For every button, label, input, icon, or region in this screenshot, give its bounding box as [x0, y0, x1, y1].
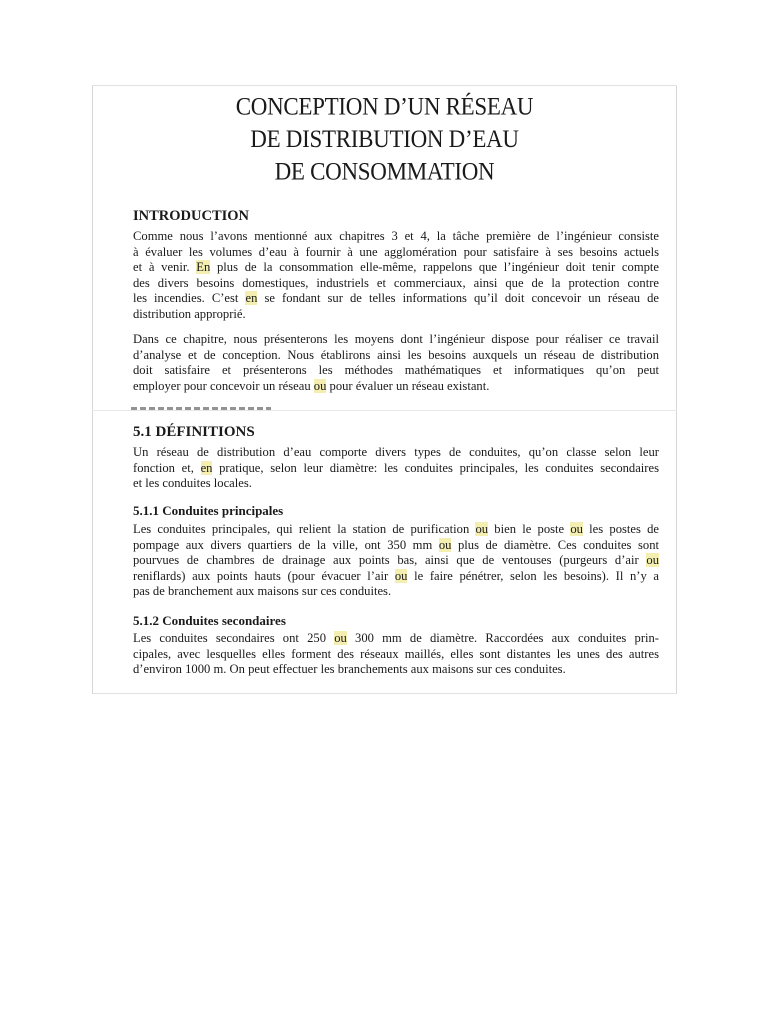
paragraph-line [133, 662, 659, 678]
text-segment: d’environ 1000 m. On peut effectuer les branchements aux maisons sur ces conduites. [133, 662, 566, 676]
introduction-paragraph-2 [133, 332, 659, 394]
text-segment: se fondant sur de telles informations qu’il doit concevoir un réseau de [257, 291, 659, 305]
highlighted-word: ou [394, 568, 408, 583]
paragraph-line [133, 522, 659, 538]
text-segment: des divers besoins domestiques, industriels et commerciaux, ainsi que de la protection contre [133, 275, 659, 290]
title-line: CONCEPTION D’UN RÉSEAU [235, 92, 534, 121]
text-segment: employer pour concevoir un réseau [133, 378, 314, 393]
paragraph-line [133, 647, 659, 663]
text-segment: 300 mm de diamètre. Raccordées aux conduites prin- [346, 631, 659, 645]
text-segment: d’analyse et de conception. Nous établirons ainsi les besoins auxquels un réseau de distribution [133, 347, 659, 362]
definitions-heading: 5.1 DÉFINITIONS [133, 424, 255, 440]
paragraph-line [133, 476, 659, 492]
text-segment: le faire pénétrer, selon les besoins). Il n’y a [407, 568, 659, 583]
text-segment: plus de diamètre. Ces conduites sont [451, 537, 660, 552]
text-segment: pour évaluer un réseau existant. [326, 378, 490, 393]
text-segment: et à venir. [133, 260, 197, 274]
highlighted-word: ou [570, 522, 583, 536]
text-segment: les postes de [582, 522, 659, 536]
text-segment: plus de la consommation elle-même, rappelons que l’ingénieur doit tenir compte [210, 260, 659, 274]
paragraph-line [133, 245, 659, 261]
text-segment: Les conduites principales, qui relient la station de purification [133, 522, 476, 536]
highlighted-word: ou [438, 537, 452, 552]
paragraph-line [133, 553, 659, 569]
text-segment: Comme nous l’avons mentionné aux chapitres 3 et 4, la tâche première de l’ingénieur consiste [133, 229, 659, 243]
highlighted-word: ou [313, 378, 327, 393]
text-segment: pompage aux divers quartiers de la ville, ont 350 mm [133, 537, 439, 552]
paragraph-line [133, 348, 659, 364]
paragraph-line [133, 584, 659, 600]
text-segment: pratique, selon leur diamètre: les conduites principales, les conduites secondaires [212, 460, 659, 475]
highlighted-word: ou [334, 631, 347, 645]
definitions-paragraph [133, 445, 659, 492]
conduites-principales-paragraph [133, 522, 659, 600]
paragraph-line [133, 631, 659, 647]
paragraph-line [133, 379, 659, 395]
text-segment: pourvues de chambres de drainage aux points bas, ainsi que de ventouses (purgeurs d’air [133, 553, 647, 567]
text-segment: distribution approprié. [133, 306, 246, 321]
document-title [93, 90, 676, 187]
paragraph-line [133, 332, 659, 348]
highlighted-word: en [200, 460, 213, 475]
highlighted-word: En [196, 260, 211, 274]
text-segment: reniflards) aux points hauts (pour évacuer l’air [133, 568, 395, 583]
text-segment: bien le poste [488, 522, 571, 536]
paragraph-line [133, 569, 659, 585]
paragraph-line [133, 229, 659, 245]
title-line: DE CONSOMMATION [274, 157, 495, 186]
introduction-paragraph-1 [133, 229, 659, 322]
paragraph-line [133, 307, 659, 323]
paragraph-line [133, 461, 659, 477]
text-segment: cipales, avec lesquelles elles forment des réseaux maillés, elles sont distantes les unes des autres [133, 646, 659, 661]
text-segment: pas de branchement aux maisons sur ces conduites. [133, 584, 392, 598]
paragraph-line [133, 260, 659, 276]
text-segment: doit satisfaire et présenterons les méthodes mathématiques et informatiques qu’on peut [133, 363, 659, 377]
conduites-secondaires-paragraph [133, 631, 659, 678]
text-segment: fonction et, [133, 460, 201, 475]
highlighted-word: ou [475, 522, 489, 536]
highlighted-word: en [245, 291, 258, 305]
paragraph-line [133, 276, 659, 292]
paragraph-line [133, 363, 659, 379]
text-segment: à évaluer les volumes d’eau à fournir à une agglomération pour satisfaire à ses besoins actuels [133, 244, 659, 259]
conduites-principales-heading: 5.1.1 Conduites principales [133, 503, 284, 518]
text-segment: et les conduites locales. [133, 476, 252, 490]
text-segment: Les conduites secondaires ont 250 [133, 631, 335, 645]
title-line: DE DISTRIBUTION D’EAU [250, 124, 519, 153]
text-segment: Un réseau de distribution d’eau comporte divers types de conduites, qu’on classe selon leur [133, 445, 659, 459]
introduction-heading: INTRODUCTION [133, 208, 250, 224]
text-segment: Dans ce chapitre, nous présenterons les moyens dont l’ingénieur dispose pour réaliser ce travail [133, 332, 659, 346]
paragraph-line [133, 291, 659, 307]
paragraph-line [133, 538, 659, 554]
conduites-secondaires-heading: 5.1.2 Conduites secondaires [133, 613, 286, 628]
document-page-top [92, 85, 677, 412]
paragraph-line [133, 445, 659, 461]
document-page-bottom [92, 411, 677, 694]
highlighted-word: ou [646, 553, 659, 567]
text-segment: les incendies. C’est [133, 291, 246, 305]
